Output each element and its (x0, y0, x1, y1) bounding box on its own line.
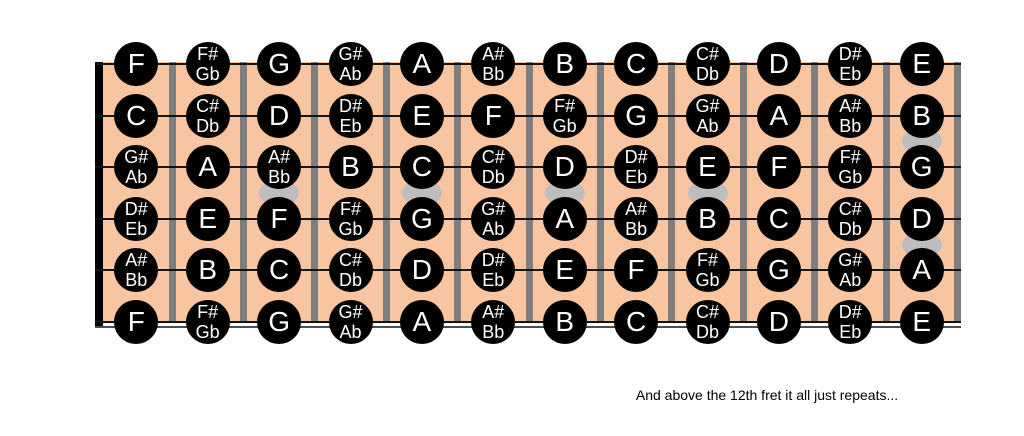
note-circle (900, 42, 944, 86)
note-circle (614, 145, 658, 189)
note-circle (186, 197, 230, 241)
note-label: C# (695, 302, 719, 322)
fret-wire-6 (526, 62, 533, 323)
fret-wire-1 (169, 62, 176, 323)
note-label: F (127, 48, 145, 79)
note-label: G (768, 254, 790, 286)
note-circle (400, 145, 444, 189)
note-label: G# (124, 147, 149, 168)
note-circle (329, 94, 373, 138)
note-circle (614, 94, 658, 138)
note-label: A# (625, 198, 648, 219)
note-label: B (555, 306, 575, 337)
note-label: Eb (839, 322, 862, 342)
note-circle (900, 300, 944, 344)
note-circle (400, 94, 444, 138)
note-circle (828, 42, 872, 86)
note-label: A (198, 151, 218, 183)
note-label: D (554, 151, 575, 183)
note-label: D# (838, 44, 862, 64)
note-label: D (911, 202, 932, 234)
note-label: C# (695, 44, 719, 64)
note-label: Ab (839, 270, 862, 291)
note-circle (329, 197, 373, 241)
note-circle (828, 197, 872, 241)
note-label: Gb (838, 167, 863, 188)
note-circle (686, 42, 730, 86)
note-label: G (411, 202, 433, 234)
note-label: C# (481, 147, 505, 168)
note-label: Gb (695, 270, 720, 291)
fret-wire-4 (383, 62, 390, 323)
fret-wire-12 (954, 62, 961, 323)
note-label: Eb (839, 64, 862, 84)
note-circle (543, 197, 587, 241)
note-label: C# (838, 198, 862, 219)
note-circle (329, 300, 373, 344)
note-label: D (268, 99, 290, 131)
note-label: F# (339, 198, 361, 219)
note-label: D# (481, 250, 505, 271)
fret-wire-7 (597, 62, 604, 323)
note-label: A (412, 306, 432, 337)
note-label: E (912, 306, 932, 337)
note-label: G (625, 99, 647, 131)
note-circle (257, 94, 301, 138)
note-label: A (412, 48, 432, 79)
note-label: C# (196, 95, 220, 116)
note-circle (114, 42, 158, 86)
note-label: G# (338, 44, 363, 64)
note-label: Gb (552, 115, 577, 136)
note-label: Db (695, 322, 719, 342)
note-label: C (625, 48, 647, 79)
note-circle (400, 300, 444, 344)
note-label: F (770, 151, 788, 183)
note-label: E (698, 151, 717, 183)
note-label: Eb (482, 270, 505, 291)
note-label: A (912, 254, 932, 286)
note-label: E (198, 202, 218, 234)
note-label: A (555, 202, 575, 234)
note-label: D# (624, 147, 648, 168)
note-circle (257, 145, 301, 189)
note-circle (900, 248, 944, 292)
note-label: Ab (482, 218, 505, 239)
note-circle (686, 145, 730, 189)
note-label: D# (124, 198, 148, 219)
note-circle (114, 197, 158, 241)
note-label: B (555, 48, 575, 79)
note-label: Db (481, 167, 505, 188)
note-label: C (126, 99, 147, 131)
note-label: F# (696, 250, 718, 271)
note-circle (543, 300, 587, 344)
note-label: D# (838, 302, 862, 322)
note-circle (329, 145, 373, 189)
note-circle (471, 94, 515, 138)
note-label: Db (338, 270, 362, 291)
note-label: D# (338, 95, 362, 116)
note-circle (186, 248, 230, 292)
note-circle (686, 197, 730, 241)
note-label: Bb (625, 218, 648, 239)
note-label: F# (197, 44, 219, 64)
nut (95, 62, 103, 328)
note-label: Ab (339, 322, 362, 342)
note-label: Eb (625, 167, 648, 188)
note-label: Db (196, 115, 220, 136)
note-circle (614, 42, 658, 86)
note-circle (471, 42, 515, 86)
note-circle (186, 94, 230, 138)
note-label: A# (839, 95, 862, 116)
note-circle (543, 248, 587, 292)
note-circle (329, 248, 373, 292)
note-label: A# (482, 44, 505, 64)
note-circle (329, 42, 373, 86)
note-circle (900, 94, 944, 138)
note-label: D (768, 48, 789, 79)
note-circle (114, 300, 158, 344)
note-label: B (341, 151, 360, 183)
fret-wire-11 (883, 62, 890, 323)
note-circle (471, 197, 515, 241)
note-circle (257, 42, 301, 86)
note-label: F# (839, 147, 861, 168)
note-label: Eb (339, 115, 362, 136)
note-circle (186, 300, 230, 344)
note-label: F# (197, 302, 219, 322)
note-circle (543, 94, 587, 138)
note-label: Ab (339, 64, 362, 84)
note-circle (757, 94, 801, 138)
note-circle (400, 197, 444, 241)
note-circle (257, 197, 301, 241)
note-circle (400, 42, 444, 86)
note-label: Eb (125, 218, 148, 239)
fret-wire-3 (311, 62, 318, 323)
note-circle (543, 145, 587, 189)
note-label: C (625, 306, 647, 337)
note-label: F (627, 254, 645, 286)
note-label: F (127, 306, 145, 337)
note-circle (400, 248, 444, 292)
note-label: Bb (839, 115, 862, 136)
fret-wire-9 (740, 62, 747, 323)
footnote-text: And above the 12th fret it all just repeats... (635, 387, 899, 403)
note-circle (686, 94, 730, 138)
note-label: B (698, 202, 717, 234)
note-label: C (411, 151, 432, 183)
fret-wire-5 (454, 62, 461, 323)
note-label: F# (554, 95, 576, 116)
note-label: G# (838, 250, 863, 271)
note-circle (686, 300, 730, 344)
note-label: Db (695, 64, 719, 84)
fret-wire-10 (811, 62, 818, 323)
note-label: E (412, 99, 432, 131)
note-label: C# (338, 250, 362, 271)
note-circle (114, 94, 158, 138)
note-label: G# (481, 198, 506, 219)
note-label: Ab (125, 167, 148, 188)
note-circle (471, 300, 515, 344)
note-circle (900, 145, 944, 189)
note-label: C (268, 254, 290, 286)
note-circle (686, 248, 730, 292)
note-label: E (912, 48, 932, 79)
note-label: E (555, 254, 575, 286)
note-label: Gb (338, 218, 363, 239)
note-label: A# (268, 147, 291, 168)
note-circle (757, 197, 801, 241)
note-label: A# (482, 302, 505, 322)
note-circle (614, 300, 658, 344)
note-label: Bb (482, 64, 505, 84)
note-label: A (769, 99, 789, 131)
note-label: B (912, 99, 932, 131)
note-label: B (198, 254, 218, 286)
note-label: G (268, 306, 290, 337)
fret-wire-8 (668, 62, 675, 323)
note-label: F (484, 99, 502, 131)
note-circle (900, 197, 944, 241)
note-label: C (768, 202, 789, 234)
note-label: D (768, 306, 789, 337)
note-label: Bb (125, 270, 148, 291)
note-label: G# (338, 302, 363, 322)
note-label: G# (695, 95, 720, 116)
note-label: D (411, 254, 432, 286)
note-circle (757, 248, 801, 292)
note-label: Gb (195, 322, 220, 342)
note-label: G (910, 151, 933, 183)
note-label: Db (838, 218, 862, 239)
note-circle (828, 94, 872, 138)
note-circle (757, 300, 801, 344)
note-circle (257, 300, 301, 344)
note-label: Gb (195, 64, 220, 84)
note-circle (186, 42, 230, 86)
note-circle (757, 145, 801, 189)
note-circle (186, 145, 230, 189)
note-label: F (270, 202, 288, 234)
note-circle (828, 300, 872, 344)
note-circle (614, 197, 658, 241)
fret-wire-2 (240, 62, 247, 323)
note-label: Ab (696, 115, 719, 136)
note-circle (757, 42, 801, 86)
note-label: Bb (268, 167, 291, 188)
note-circle (543, 42, 587, 86)
note-label: A# (125, 250, 148, 271)
note-label: G (268, 48, 290, 79)
note-label: Bb (482, 322, 505, 342)
